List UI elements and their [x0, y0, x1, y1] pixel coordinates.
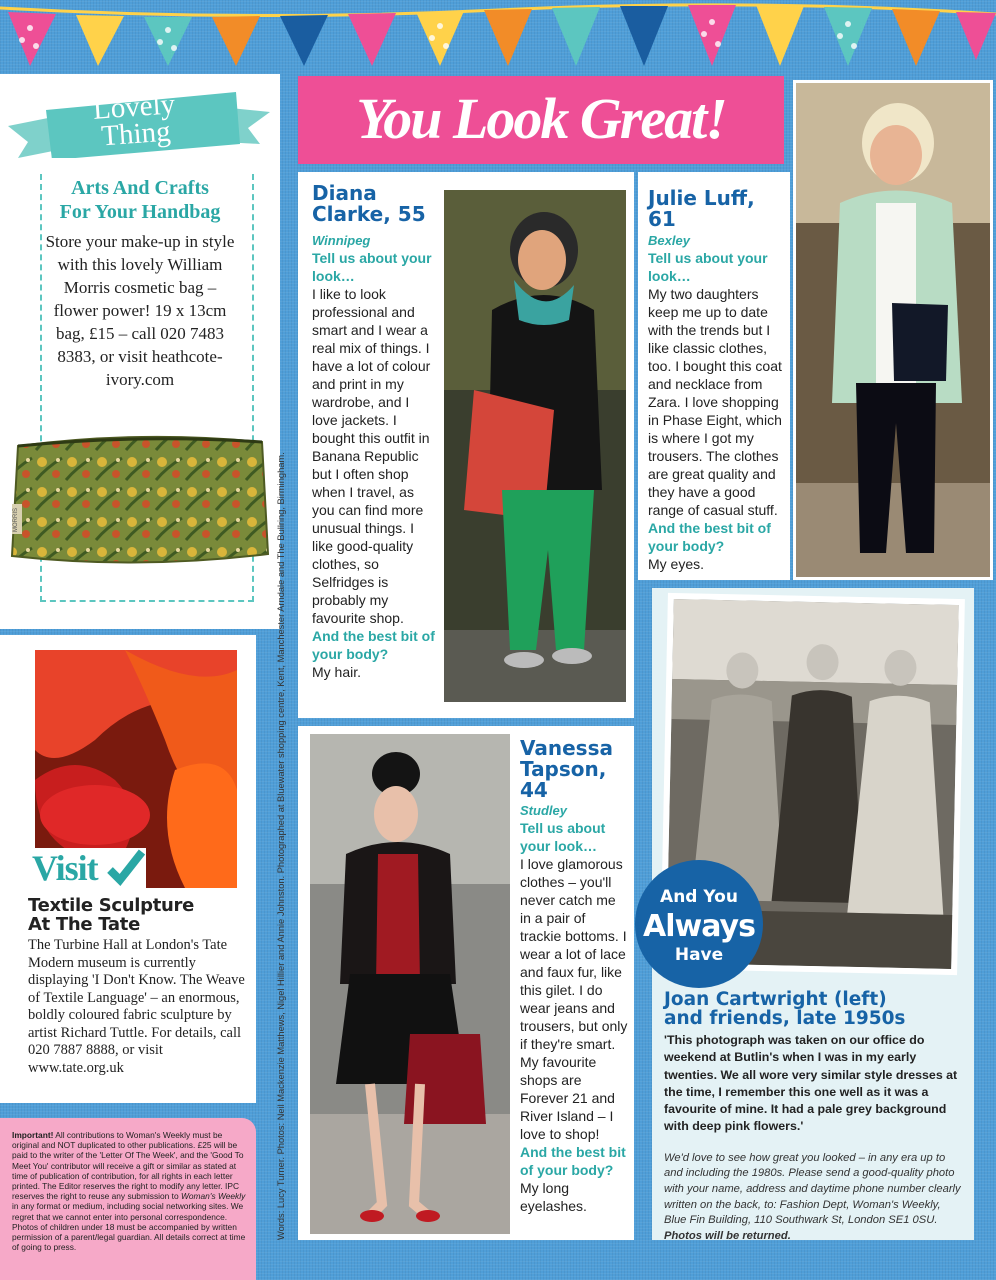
badge-line-3: Have: [674, 945, 724, 965]
bunting-decoration: [0, 0, 996, 70]
joan-text: [664, 990, 964, 1244]
diana-answer-2: My hair.: [312, 664, 362, 680]
lovely-thing-label: [58, 89, 211, 153]
lovely-title-line-2: For Your Handbag: [59, 201, 221, 223]
diana-answer-1: I like to look professional and smart and I wear a real mix of things. I have a lot of colour and print in my wardrobe, and I love jackets. I bought this outfit in Banana Republic but I often shop when I travel, as you can find more unusual things. I like good-quality clothes, so Selfridges is probably my favourite shop.: [312, 286, 431, 626]
julie-location: Bexley: [648, 233, 690, 248]
vanessa-name-line-1: Vanessa: [520, 736, 613, 760]
visit-heading-line-2: At The Tate: [28, 914, 140, 935]
vanessa-answer-1: I love glamorous clothes – you'll never catch me in a pair of trackie bottoms. I wear a lot of lace and faux fur, like this gilet. I do wear jeans and trousers, but only if they're smart. My favourite shops are Forever 21 and River Island – I love to shop!: [520, 856, 628, 1142]
vanessa-name-line-3: 44: [520, 778, 548, 802]
important-body: All contributions to Woman's Weekly must be original and NOT duplicated to other publications. £25 will be paid to the writer of the 'Letter Of The Week', and the 'Good To Meet You' contributor will receive a gift or similar as stated at time of publication of contribution, for all rights in each letter printed. The Editor reserves the right to modify any letter. IPC reserves the right to reuse any submission to: [12, 1130, 244, 1202]
ribbon-line-1: Lovely: [91, 88, 177, 126]
vanessa-name-line-2: Tapson,: [520, 757, 607, 781]
submission-note-bold: Photos will be returned.: [664, 1229, 791, 1242]
important-label: Important!: [12, 1130, 54, 1140]
julie-question-2: And the best bit of your body?: [648, 520, 771, 554]
important-notice: [0, 1118, 256, 1280]
lovely-title: [0, 176, 280, 224]
diana-question-1: Tell us about your look…: [312, 250, 432, 284]
visit-heading: [28, 896, 194, 934]
julie-text: [648, 188, 788, 573]
julie-photo: [793, 80, 993, 580]
vanessa-question-2: And the best bit of your body?: [520, 1144, 626, 1178]
julie-answer-1: My two daughters keep me up to date with the trends but I like classic clothes, too. I bought this coat and necklace from Zara. I love shopping in Phase Eight, which is where I got my trousers. The clothes are great quality and they have a good range of casual stuff.: [648, 286, 782, 518]
diana-text: [312, 183, 436, 681]
vanessa-name: [520, 738, 630, 801]
important-text: [12, 1130, 248, 1252]
lovely-title-line-1: Arts And Crafts: [71, 177, 209, 199]
badge-line-1: And You: [660, 887, 738, 907]
bag-tag: MORRIS: [13, 508, 19, 532]
joan-name: [664, 990, 964, 1028]
ribbon-line-2: Thing: [100, 115, 172, 153]
diana-name-line-1: Diana: [312, 181, 377, 205]
visit-body: The Turbine Hall at London's Tate Modern museum is currently displaying 'I Don't Know. The Weave of Textile Language' – an enormous, boldly coloured fabric sculpture by artist Richard Tuttle. For details, call 020 7887 8888, or visit www.tate.org.uk: [28, 937, 245, 1076]
always-badge: [633, 858, 765, 990]
julie-question-1: Tell us about your look…: [648, 250, 768, 284]
submission-note-text: We'd love to see how great you looked – in any era up to and including the 1980s. Please send a good-quality photo with your name, address and daytime phone number clearly written on the back, to: Fashion Dept, Woman's Weekly, Blue Fin Building, 110 Southwark St, London SE1 0SU.: [664, 1151, 961, 1227]
cosmetic-bag-image: [4, 424, 274, 574]
photo-credit: [276, 452, 296, 1250]
diana-name: [312, 183, 436, 225]
diana-question-2: And the best bit of your body?: [312, 628, 435, 662]
joan-name-line-2: and friends, late 1950s: [664, 1008, 906, 1029]
important-body-end: in any format or medium, including social networking sites. We regret that we cannot enter into personal correspondence. Photos of children under 18 must be accompanied by written permission of a parent/legal guardian. All details correct at time of going to press.: [12, 1201, 246, 1253]
photo-credit-text: Words: Lucy Turner. Photos: Neil Mackenzie Matthews, Nigel Hillier and Annie Johnston. Photographed at Bluewater shopping centre, Kent, Manchester Arndale and The Bullring, Birmingham.: [276, 452, 286, 1240]
visit-logo: [28, 848, 146, 888]
badge-line-2: Always: [643, 909, 755, 944]
diana-location: Winnipeg: [312, 233, 371, 248]
submission-note: [664, 1151, 964, 1245]
diana-photo: [444, 190, 626, 702]
visit-heading-line-1: Textile Sculpture: [28, 895, 195, 916]
vanessa-question-1: Tell us about your look…: [520, 820, 606, 854]
vanessa-text: [520, 738, 630, 1215]
important-italic: Woman's Weekly: [180, 1191, 246, 1202]
vanessa-location: Studley: [520, 803, 567, 818]
joan-name-line-1: Joan Cartwright (left): [664, 989, 887, 1010]
visit-logo-text: Visit: [32, 848, 98, 888]
julie-answer-2: My eyes.: [648, 556, 705, 572]
lovely-body: Store your make-up in style with this lovely William Morris cosmetic bag – flower power! 19 x 13cm bag, £15 – call 020 7483 8383, or visit heathcote-ivory.com: [45, 232, 235, 389]
vanessa-photo: [310, 734, 510, 1234]
headline-banner: [298, 76, 784, 164]
julie-name: Julie Luff, 61: [648, 186, 755, 231]
headline-text: You Look Great!: [356, 86, 726, 151]
diana-name-line-2: Clarke, 55: [312, 202, 426, 226]
vanessa-answer-2: My long eyelashes.: [520, 1180, 587, 1214]
joan-quote: 'This photograph was taken on our office do weekend at Butlin's when I was in my early twenties. We all wore very similar style dresses at the time, I remember this one well as it was a favourite of mine. It had a pale grey background with deep pink flowers.': [664, 1033, 958, 1134]
